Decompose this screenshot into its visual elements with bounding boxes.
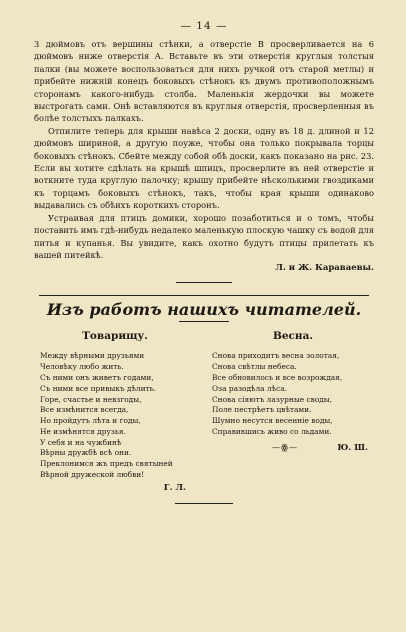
page-number: — 14 — — [180, 20, 228, 32]
poem-line: Снова сіяютъ лазурные своды, — [212, 394, 332, 404]
poem-line: Съ ними онъ живетъ годами, — [40, 372, 154, 382]
poem-right — [212, 330, 374, 493]
poem-line: Преклонимся жъ предъ святыней — [40, 459, 173, 469]
poem-author: Г. Л. — [163, 482, 186, 493]
divider-short — [176, 282, 232, 283]
poem-line: Съ ними все привыкъ дѣлить. — [40, 383, 156, 393]
poem-line: Оза разодѣла лѣса. — [212, 383, 287, 393]
poem-line: Шумно несутся весенніе воды, — [212, 416, 333, 426]
poem-line: У себя и на чужбинѣ — [40, 437, 122, 447]
poem-line: Снова приходитъ весна золотая, — [212, 351, 340, 361]
poem-left — [34, 330, 196, 493]
poem-line: Справившись живо со льдами. — [212, 426, 332, 436]
poem-line: Но пройдутъ лѣта и годы, — [40, 416, 141, 426]
poem-line: Поле пестрѣетъ цвѣтами. — [212, 405, 312, 415]
poem-line: Между вѣрными друзьями — [40, 351, 145, 361]
divider-bottom — [175, 503, 233, 504]
heading-underline — [179, 321, 229, 322]
poem-footer — [212, 443, 374, 453]
poem-line: Снова свѣтлы небеса. — [212, 362, 297, 372]
paragraph-2: Отпилите теперь для крыши навѣса 2 доски, одну въ 18 д. длиной и 12 дюймовъ шириной, а другую поуже, чтобы она только покрывала торцы боковыхъ стѣнокъ. Сбейте между собой обѣ доски, какъ показано на рис. 23. Если вы хотите сдѣлать на крышѣ шпицъ, просверлите въ ней отверстіе и воткните туда круглую палочку; крышу прибейте нѣсколькими гвоздиками къ торцамъ боковыхъ стѣнокъ, такъ, чтобы края крыши одинаково выдавались съ обѣихъ короткихъ сторонъ. — [34, 125, 374, 211]
divider-long — [39, 295, 369, 296]
page — [34, 20, 374, 504]
poem-author: Ю. Ш. — [337, 442, 368, 453]
article-signature: Л. и Ж. Караваевы. — [275, 263, 374, 274]
poem-line: Не измѣнятся друзья. — [40, 426, 126, 436]
section-heading: Изъ работъ нашихъ читателей. — [46, 300, 362, 320]
poem-title: Весна. — [272, 330, 314, 343]
paragraph-1: 3 дюймовъ отъ вершины стѣнки, а отверстіе В просверливается на 6 дюймовъ ниже отверстія А. Вставьте въ эти отверстія круглыя толстыя палки (вы можете воспользоваться для нихъ ручкой отъ старой метлы) и прибейте нижній конецъ боковыхъ стѣнокъ къ двумъ противоположнымъ сторонамъ какого-нибудь столба. Маленькія жердочки вы можете выстрогать сами. Онѣ вставляются въ круглыя отверстія, просверленныя въ болѣе толстыхъ палкахъ. — [34, 39, 374, 124]
poems-columns — [34, 330, 374, 493]
poem-line: Горе, счастье и невзгоды, — [40, 394, 142, 404]
paragraph-3: Устраивая для птицъ домики, хорошо позаботиться и о томъ, чтобы поставить имъ гдѣ-нибудь недалеко маленькую плоскую чашку съ водой для питья и купанья. Вы увидите, какъ охотно будутъ птицы прилетать къ вашей питейкѣ. — [34, 212, 374, 260]
poem-line: Все измѣнится всегда, — [40, 405, 129, 415]
poem-line: Человѣку любо жить. — [40, 362, 124, 372]
poem-title: Товарищу. — [82, 330, 148, 343]
poem-line: Вѣрной дружеской любви! — [40, 470, 145, 480]
poem-line: Все обновилось и все возрождая, — [212, 372, 343, 382]
ornament-icon: —ꙮ— — [272, 443, 299, 453]
poem-line: Вѣрны дружбѣ всѣ они. — [40, 448, 132, 458]
